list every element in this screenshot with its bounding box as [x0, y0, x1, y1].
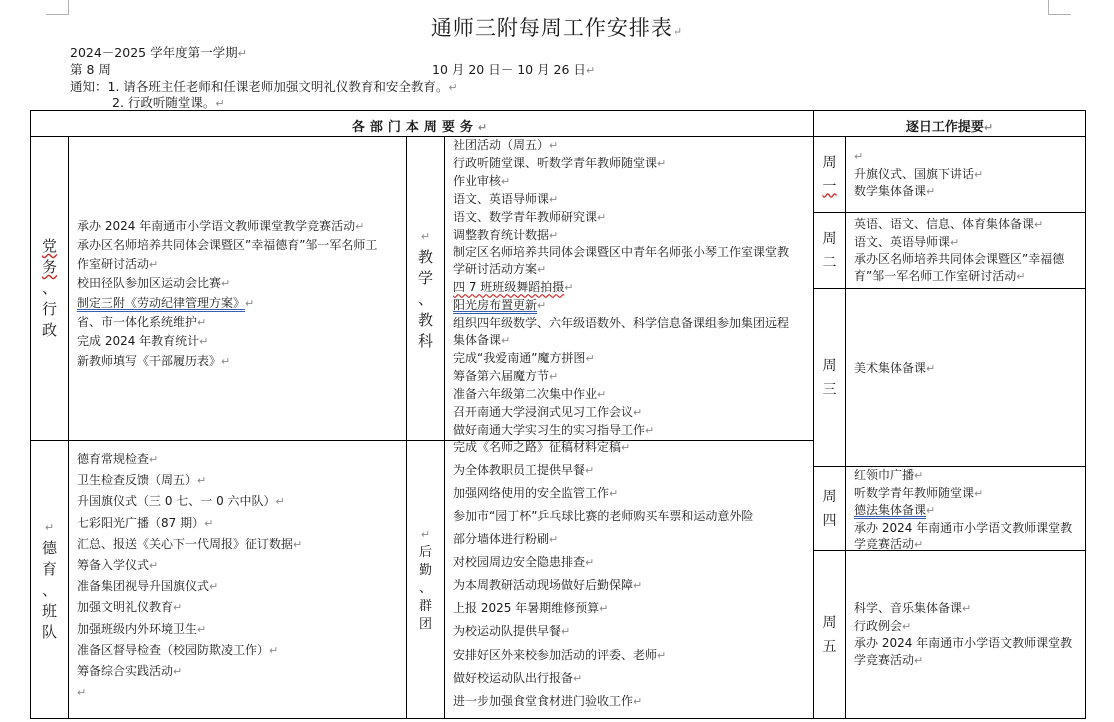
list-item: 汇总、报送《关心下一代周报》征订数据↵ [77, 536, 303, 551]
list-item: 筹备第六届魔方节↵ [453, 368, 559, 383]
list-item: ↵ [854, 150, 864, 163]
list-item: 美术集体备课↵ [854, 361, 936, 375]
list-item: 筹备入学仪式↵ [77, 558, 159, 573]
list-item: 德法集体备课↵ [854, 503, 936, 517]
list-item: 行政例会↵ [854, 618, 912, 633]
list-item: 七彩阳光广播（87 期）↵ [77, 515, 214, 530]
day-items-wednesday [846, 360, 1085, 378]
day-divider-1 [813, 212, 1086, 213]
day-items-tuesday [846, 216, 1085, 285]
list-item: 部分墙体进行粉刷↵ [453, 531, 559, 546]
list-item: 进一步加强食堂食材进门验收工作↵ [453, 694, 643, 709]
list-item: 完成 2024 年教育统计↵ [77, 334, 209, 349]
list-item: 语文、英语导师课↵ [854, 234, 960, 249]
day-items-monday [846, 148, 1085, 201]
list-item: 升旗仪式、国旗下讲话↵ [854, 166, 984, 181]
list-item: 数学集体备课↵ [854, 184, 936, 198]
list-item: 为校运动队提供早餐↵ [453, 624, 571, 639]
dept-items-logistics [445, 459, 813, 713]
dept-label-teaching: ↵ 教 学 、 教 科 [417, 229, 433, 350]
list-item: 上报 2025 年暑期维修预算↵ [453, 601, 609, 616]
list-item: 准备区督导检查（校园防欺凌工作）↵ [77, 642, 279, 657]
list-item: 为全体教职员工提供早餐↵ [453, 463, 595, 477]
list-item: 组织四年级数学、六年级语数外、科学信息备课组参加集团远程 [453, 316, 790, 331]
list-item: 新教师填写《干部履历表》↵ [77, 353, 231, 368]
list-item: 德育常规检查↵ [77, 452, 159, 466]
list-item: 做好校运动队出行报备↵ [453, 670, 583, 685]
list-item: 参加市“园丁杯”乒乓球比赛的老师购买车票和运动意外险 [453, 509, 754, 524]
list-item: 科学、音乐集体备课↵ [854, 601, 972, 615]
list-item: 加强文明礼仪教育↵ [77, 600, 183, 615]
list-item: 承办 2024 年南通市小学语文教师课堂教学竞赛活动↵ [854, 636, 1073, 667]
list-item: 承办 2024 年南通市小学语文教师课堂教学竞赛活动↵ [77, 219, 365, 233]
table-border-top [30, 110, 1086, 111]
dept-section-header: 各部门本周要务↵ [351, 120, 493, 135]
list-item: 校田径队参加区运动会比赛↵ [77, 276, 231, 291]
list-item: 完成《名师之路》征稿材料定稿↵ [453, 440, 631, 455]
list-item: 升国旗仪式（三 0 七、一 0 六中队）↵ [77, 494, 285, 509]
dept-items-admin [69, 217, 406, 371]
list-item: 作室研讨活动↵ [77, 256, 159, 271]
dept-label-logistics: ↵ 后 勤 、 群 团 [418, 527, 432, 632]
dept-items-moral [69, 449, 406, 703]
day-label-tuesday: 周 二 [822, 230, 837, 271]
list-item: 承办区名师培养共同体会课暨区”幸福德育”邹一军名师工作室研讨活动↵ [854, 252, 1065, 283]
list-item: ↵ [77, 686, 87, 700]
notice-line-2: 2. 行政听随堂课。↵ [112, 95, 225, 110]
list-item: 为本周教研活动现场做好后勤保障↵ [453, 578, 643, 593]
list-item: 红领巾广播↵ [854, 468, 924, 482]
list-item: 作业审核↵ [453, 173, 511, 188]
dept-items-teaching [445, 137, 813, 457]
list-item: 学研讨活动方案↵ [453, 262, 547, 277]
list-item: 完成“我爱南通”魔方拼图↵ [453, 350, 595, 365]
list-item: 对校园周边安全隐患排查↵ [453, 554, 595, 569]
list-item: 承办区名师培养共同体会课暨区”幸福德育”邹一军名师工 [77, 238, 378, 253]
day-label-friday: 周 五 [822, 614, 837, 655]
list-item: 阳光房布置更新↵ [453, 298, 547, 313]
list-item: 安排好区外来校参加活动的评委、老师↵ [453, 647, 667, 662]
dept-label-admin: 党 务 、 行 政 [41, 237, 57, 339]
table-border-bottom [30, 718, 1086, 719]
list-item: 集体备课↵ [453, 332, 511, 347]
list-item: 语文、数学青年教师研究课↵ [453, 209, 607, 224]
dept-label-moral: ↵ 德 育 、 班 队 [41, 520, 57, 641]
list-item: 筹备综合实践活动↵ [77, 664, 183, 679]
list-item: 语文、英语导师课↵ [453, 191, 559, 206]
document-title: 通师三附每周工作安排表↵ [430, 16, 684, 40]
list-item: 行政听随堂课、听数学青年教师随堂课↵ [453, 155, 667, 170]
list-item: 制定区名师培养共同体会课暨区中青年名师张小琴工作室课堂教 [453, 245, 790, 260]
list-item: 加强班级内外环境卫生↵ [77, 621, 207, 636]
list-item: 社团活动（周五）↵ [453, 138, 559, 152]
list-item: 做好南通大学实习生的实习指导工作↵ [453, 422, 655, 437]
list-item: 卫生检查反馈（周五）↵ [77, 473, 207, 488]
list-item: 召开南通大学浸润式见习工作会议↵ [453, 404, 643, 419]
day-label-monday: 周 一 [822, 154, 837, 195]
day-label-thursday: 周 四 [822, 488, 837, 529]
table-border-right [1085, 110, 1086, 719]
list-item: 英语、语文、信息、体育集体备课↵ [854, 217, 1044, 231]
list-item: 准备集团视导升国旗仪式↵ [77, 579, 219, 594]
day-items-thursday [846, 467, 1085, 554]
day-divider-2 [813, 288, 1086, 289]
term-line: 2024－2025 学年度第一学期↵ [70, 45, 247, 60]
list-item: 听数学青年教师随堂课↵ [854, 485, 984, 500]
list-item: 承办 2024 年南通市小学语文教师课堂教学竞赛活动↵ [854, 520, 1073, 551]
day-label-wednesday: 周 三 [822, 357, 837, 398]
list-item: 制定三附《劳动纪律管理方案》↵ [77, 295, 255, 310]
week-line: 第 8 周 [70, 62, 111, 77]
day-items-friday [846, 600, 1085, 669]
list-item: 省、市一体化系统维护↵ [77, 315, 207, 330]
list-item: 准备六年级第二次集中作业↵ [453, 386, 607, 401]
notice-line-1: 通知：1. 请各班主任老师和任课老师加强文明礼仪教育和安全教育。↵ [70, 79, 458, 94]
date-range: 10 月 20 日－ 10 月 26 日↵ [432, 62, 596, 77]
list-item: 四 7 班班级舞蹈拍摄↵ [453, 280, 574, 295]
daily-section-header: 逐日工作提要↵ [905, 120, 994, 135]
list-item: 加强网络使用的安全监管工作↵ [453, 486, 619, 501]
list-item: 调整教育统计数据↵ [453, 227, 559, 242]
